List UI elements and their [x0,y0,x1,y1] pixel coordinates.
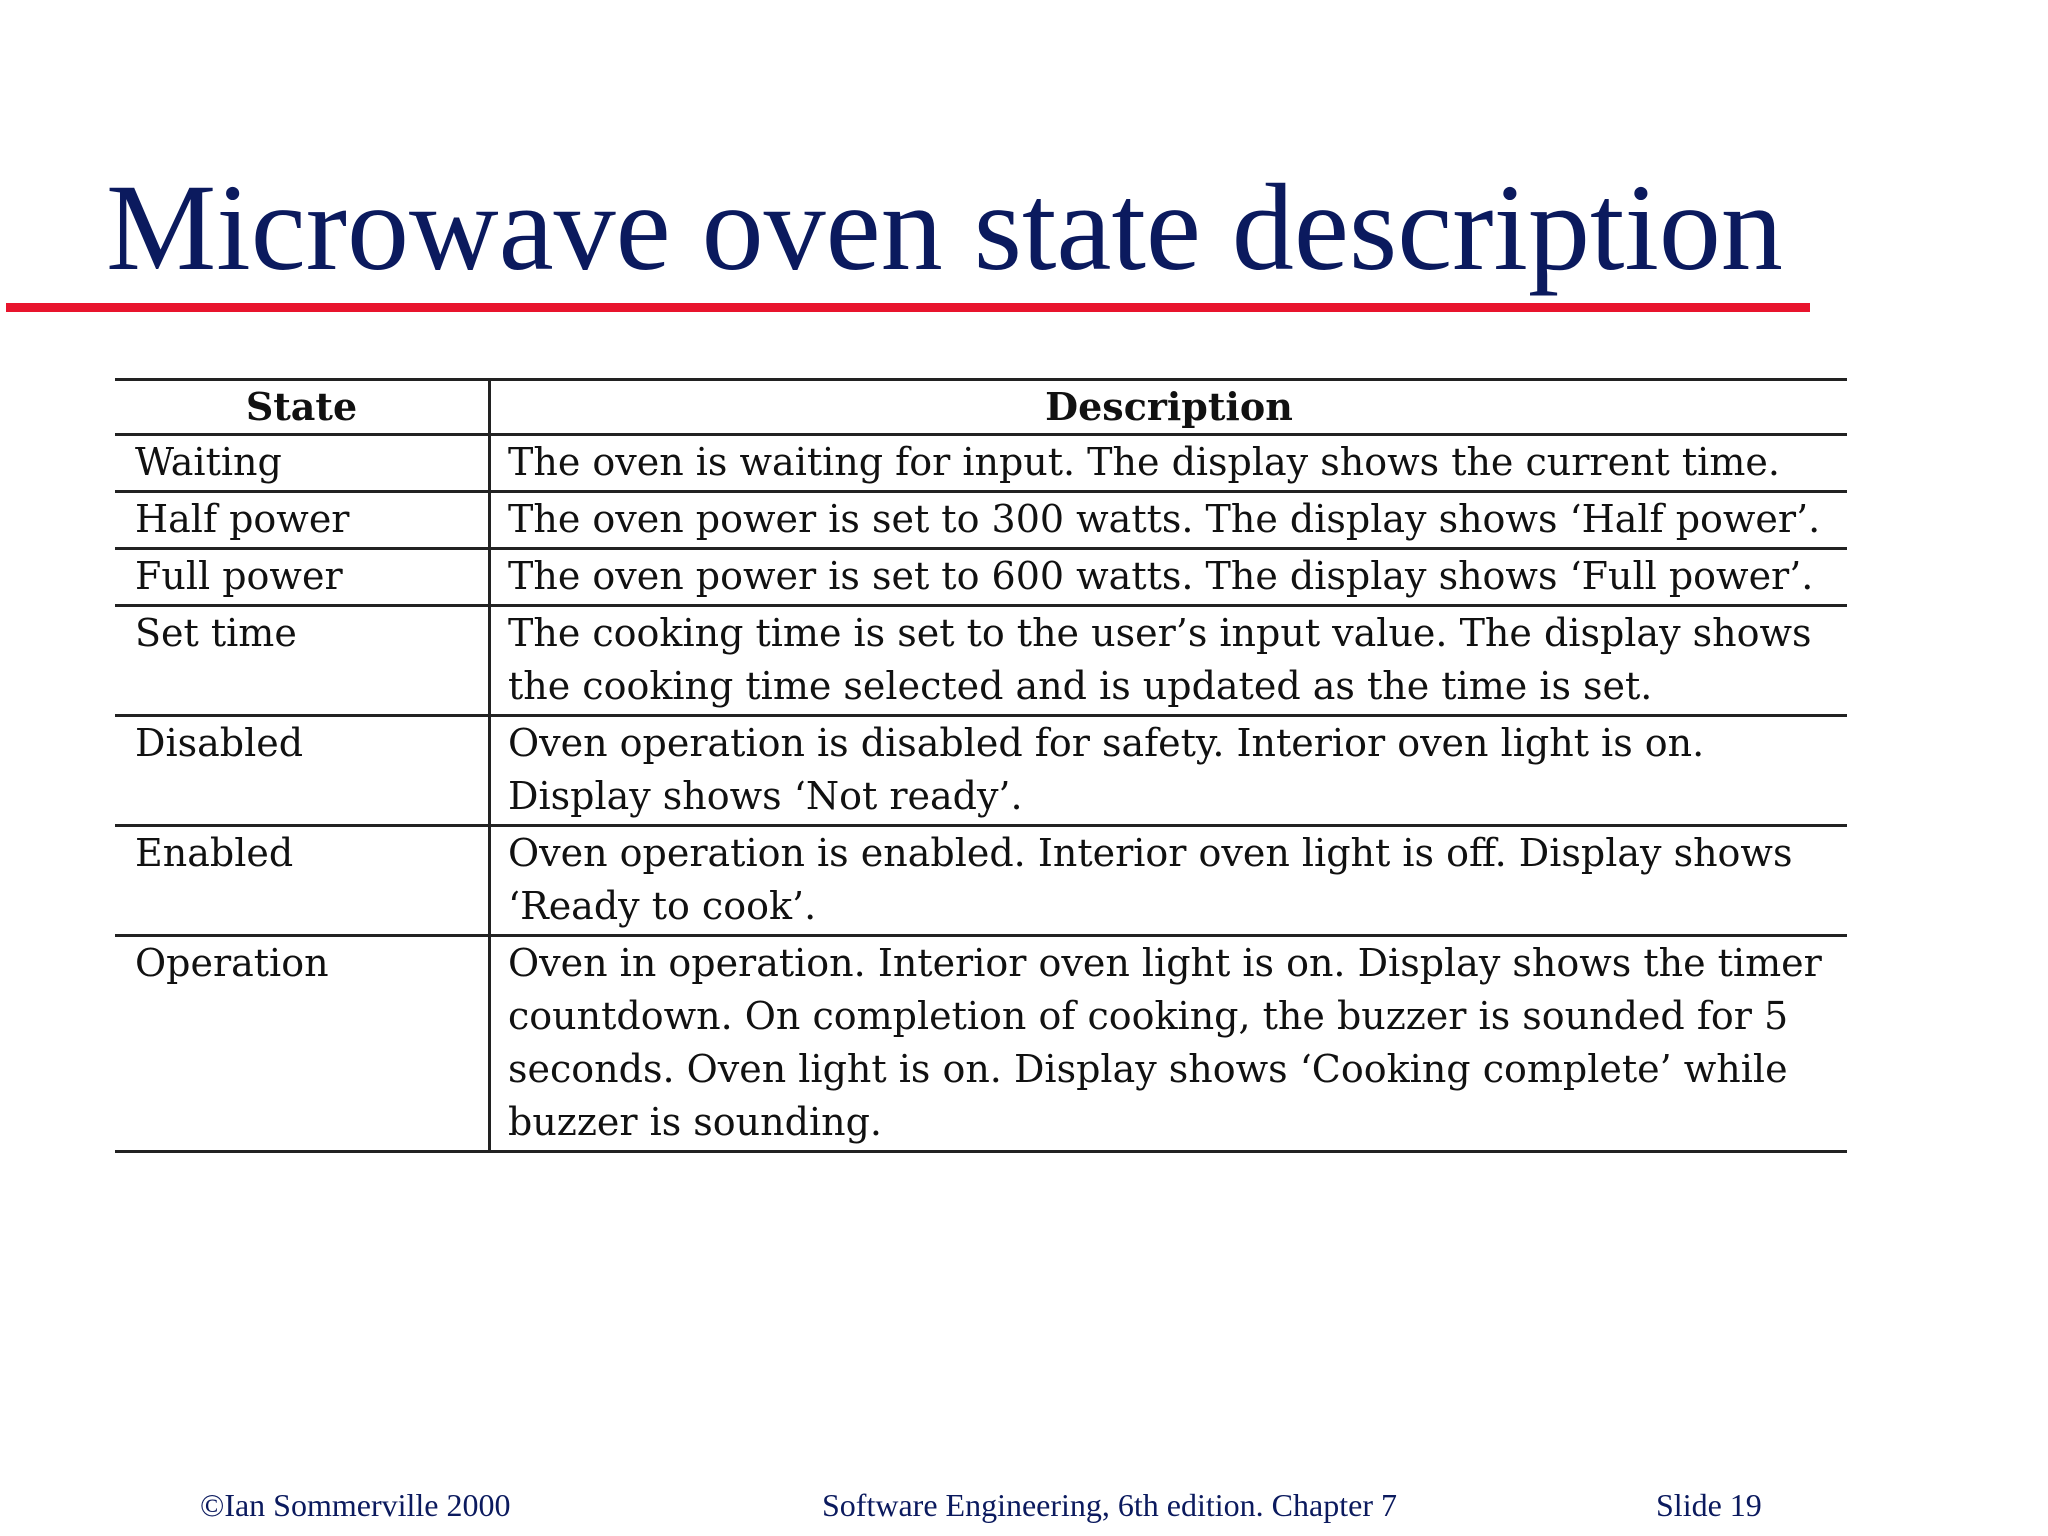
state-cell: Set time [115,606,490,716]
state-cell: Half power [115,492,490,549]
state-cell: Disabled [115,716,490,826]
header-state: State [115,380,490,435]
description-cell: Oven in operation. Interior oven light is on. Display shows the timer countdown. On completion of cooking, the buzzer is sounded for 5 seconds. Oven light is on. Display shows ‘Cooking complete’ while buzzer is sounding. [490,936,1848,1152]
description-cell: The oven power is set to 600 watts. The display shows ‘Full power’. [490,549,1848,606]
description-cell: The oven power is set to 300 watts. The display shows ‘Half power’. [490,492,1848,549]
header-description: Description [490,380,1848,435]
table-header-row [115,380,1847,435]
title-underline [6,303,1810,312]
footer-slide-number: Slide 19 [1656,1487,1762,1523]
slide-title: Microwave oven state description [106,159,1783,296]
description-cell: The oven is waiting for input. The display shows the current time. [490,435,1848,492]
footer-copyright: ©Ian Sommerville 2000 [200,1487,511,1523]
footer-book-title: Software Engineering, 6th edition. Chapter 7 [822,1487,1397,1523]
state-cell: Waiting [115,435,490,492]
table-row [115,435,1847,492]
table-row [115,549,1847,606]
state-cell: Operation [115,936,490,1152]
state-cell: Full power [115,549,490,606]
table-row [115,936,1847,1152]
state-table [115,378,1847,1153]
table-row [115,606,1847,716]
state-cell: Enabled [115,826,490,936]
table-row [115,716,1847,826]
description-cell: Oven operation is disabled for safety. Interior oven light is on. Display shows ‘Not ready’. [490,716,1848,826]
description-cell: The cooking time is set to the user’s input value. The display shows the cooking time selected and is updated as the time is set. [490,606,1848,716]
table-row [115,826,1847,936]
description-cell: Oven operation is enabled. Interior oven light is off. Display shows ‘Ready to cook’. [490,826,1848,936]
table-row [115,492,1847,549]
